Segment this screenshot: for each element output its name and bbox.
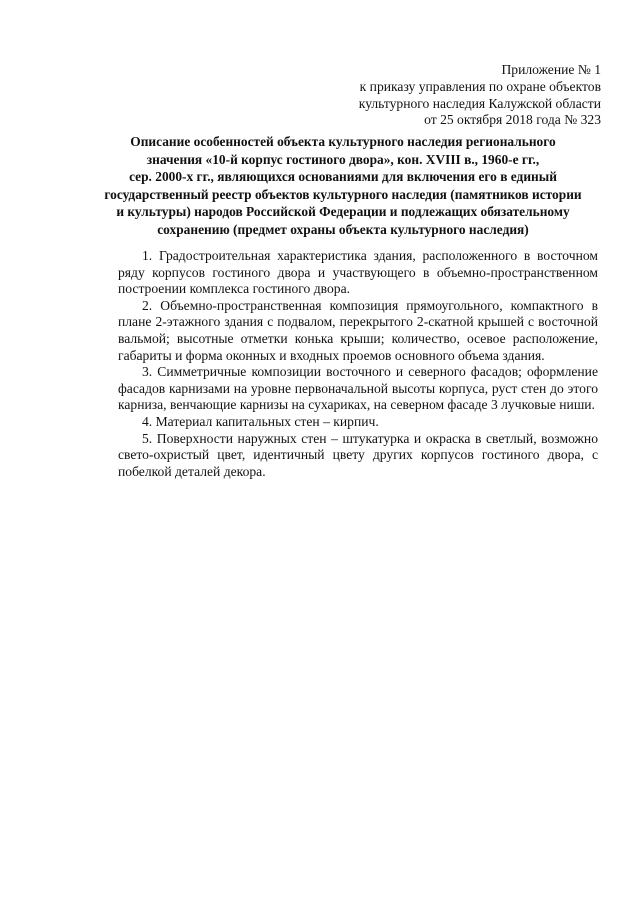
- appendix-order-reference: к приказу управления по охране объектов: [359, 78, 601, 94]
- document-title: [100, 133, 586, 239]
- title-line: сохранению (предмет охраны объекта культурного наследия): [157, 221, 529, 237]
- title-line: Описание особенностей объекта культурного наследия регионального: [130, 134, 556, 149]
- title-line: значения «10-й корпус гостиного двора», кон. XVIII в., 1960-е гг.,: [146, 151, 540, 167]
- paragraph-wall-material: 4. Материал капитальных стен – кирпич.: [142, 413, 379, 429]
- paragraph-wall-surfaces: 5. Поверхности наружных стен – штукатурка и окраска в светлый, возможно свето-охристый цвет, идентичный цвету других корпусов гостиного двора, с побелкой деталей декора.: [118, 430, 598, 479]
- document-body: [118, 248, 598, 480]
- title-line: и культуры) народов Российской Федерации и подлежащих обязательному: [116, 204, 570, 220]
- appendix-header: [359, 62, 601, 129]
- paragraph-facades: 3. Симметричные композиции восточного и северного фасадов; оформление фасадов карнизами на уровне первоначальной высоты корпуса, руст стен до этого карниза, венчающие карнизы на сухариках, на северном фасаде 3 лучковые ниши.: [118, 364, 598, 413]
- appendix-title: Приложение № 1: [501, 62, 601, 77]
- title-line: сер. 2000-х гг., являющихся основаниями для включения его в единый: [129, 169, 557, 185]
- title-line: государственный реестр объектов культурного наследия (памятников истории: [104, 186, 582, 202]
- paragraph-spatial-composition: 2. Объемно-пространственная композиция прямоугольного, компактного в плане 2-этажного здания с подвалом, перекрытого 2-скатной крышей с восточной вальмой; высотные отметки конька крыши; количество, осевое расположение, габариты и форма оконных и входных проемов основного объема здания.: [118, 297, 598, 363]
- paragraph-urban-planning: 1. Градостроительная характеристика здания, расположенного в восточном ряду корпусов гостиного двора и участвующего в объемно-пространственном построении комплекса гостиного двора.: [118, 248, 598, 297]
- appendix-date-number: от 25 октября 2018 года № 323: [424, 112, 601, 128]
- appendix-issuer: культурного наследия Калужской области: [358, 95, 601, 111]
